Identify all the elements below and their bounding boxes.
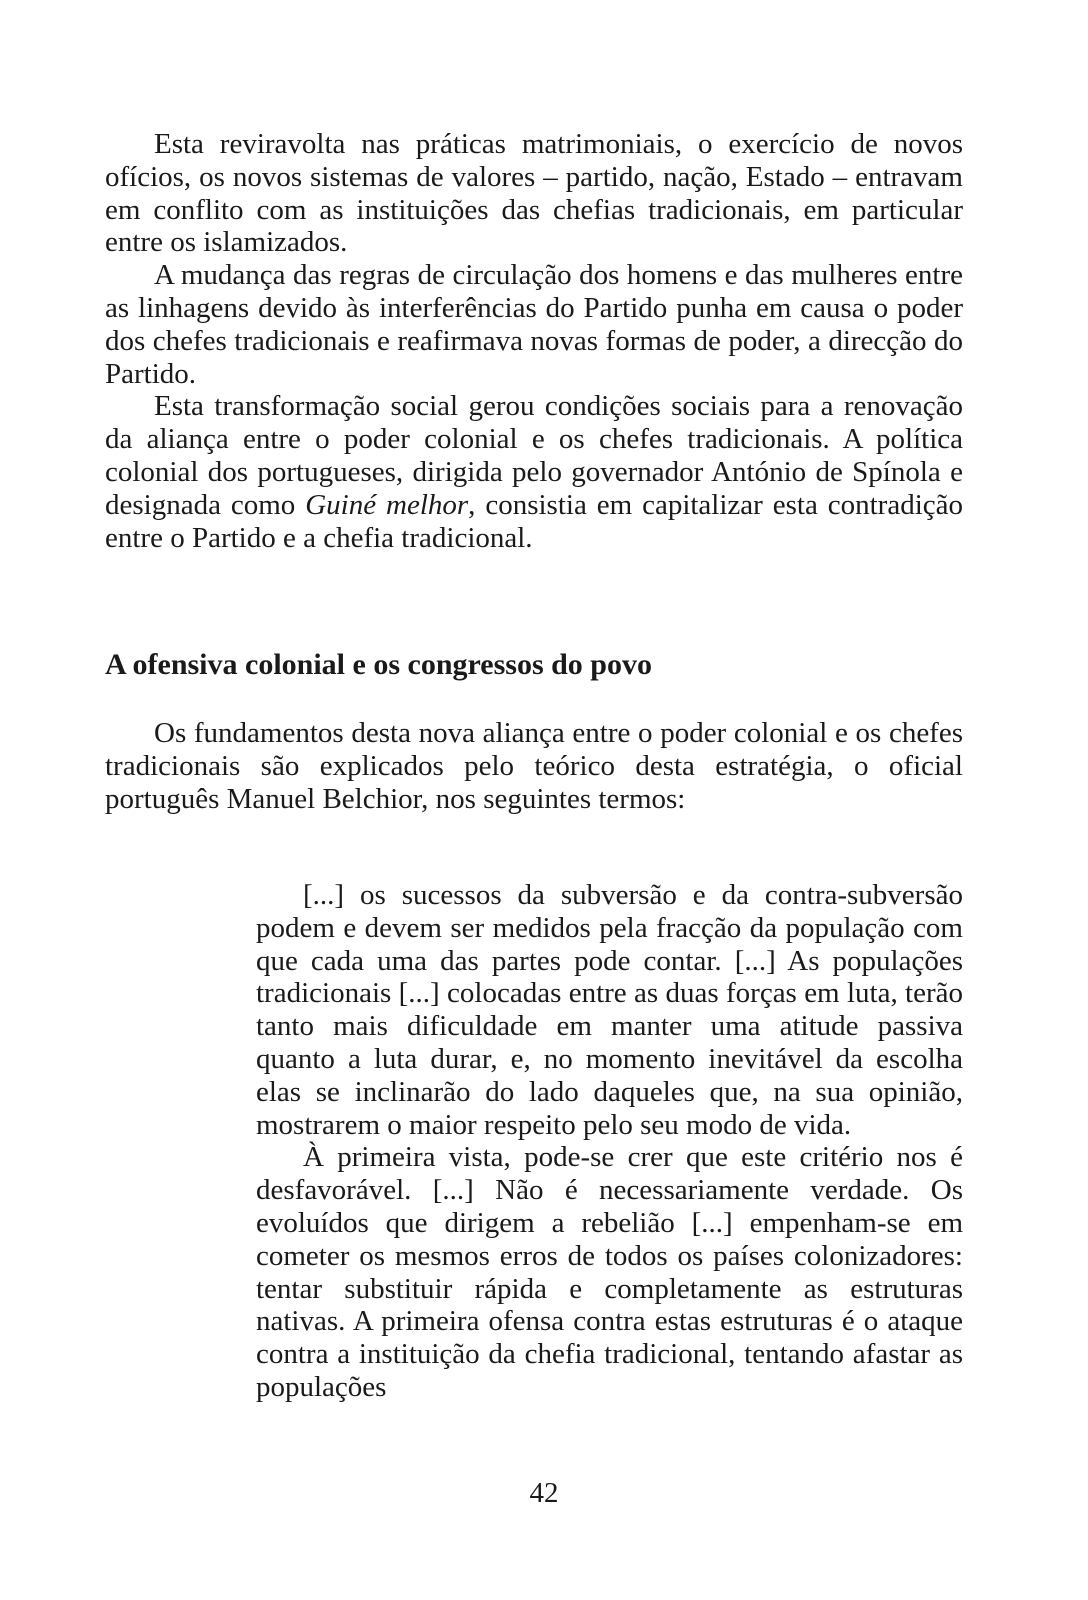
quote-paragraph: [...] os sucessos da subversão e da contra-subversão podem e devem ser medidos pela fracção da população com que cada uma das partes pode contar. [...] As populações tradicionais [...] colocadas entre as duas forças em luta, terão tanto mais dificuldade em manter uma atitude passiva quanto a luta durar, e, no momento inevitável da escolha elas se inclinarão do lado daqueles que, na sua opinião, mostrarem o maior respeito pelo seu modo de vida. [256, 879, 963, 1141]
paragraph: A mudança das regras de circulação dos homens e das mulheres entre as linhagens devido às interferências do Partido punha em causa o poder dos chefes tradicionais e reafirmava novas formas de poder, a direcção do Partido. [105, 259, 963, 390]
block-quote [256, 879, 963, 1404]
opening-text-block [105, 128, 963, 554]
paragraph [105, 390, 963, 554]
page-number: 42 [529, 1477, 559, 1509]
paragraph-text: , consistia em capitalizar esta contradição entre o Partido e a chefia tradicional. [105, 488, 963, 554]
paragraph: Os fundamentos desta nova aliança entre o poder colonial e os chefes tradicionais são explicados pelo teórico desta estratégia, o oficial português Manuel Belchior, nos seguintes termos: [105, 717, 963, 815]
emphasized-term: Guiné melhor [305, 488, 469, 521]
paragraph: Esta reviravolta nas práticas matrimoniais, o exercício de novos ofícios, os novos sistemas de valores – partido, nação, Estado – entravam em conflito com as instituições das chefias tradicionais, em particular entre os islamizados. [105, 128, 963, 259]
paragraph-text: Esta transformação social gerou condições sociais para a renovação da aliança entre o poder colonial e os chefes tradicionais. A política colonial dos portugueses, dirigida pelo governador António de Spínola e designada como [105, 390, 963, 521]
quote-paragraph: À primeira vista, pode-se crer que este critério nos é desfavorável. [...] Não é necessariamente verdade. Os evoluídos que dirigem a rebelião [...] empenham-se em cometer os mesmos erros de todos os países colonizadores: tentar substituir rápida e completamente as estruturas nativas. A primeira ofensa contra estas estruturas é o ataque contra a instituição da chefia tradicional, tentando afastar as populações [256, 1141, 963, 1403]
intro-text-block [105, 717, 963, 815]
section-heading: A ofensiva colonial e os congressos do povo [105, 648, 652, 681]
